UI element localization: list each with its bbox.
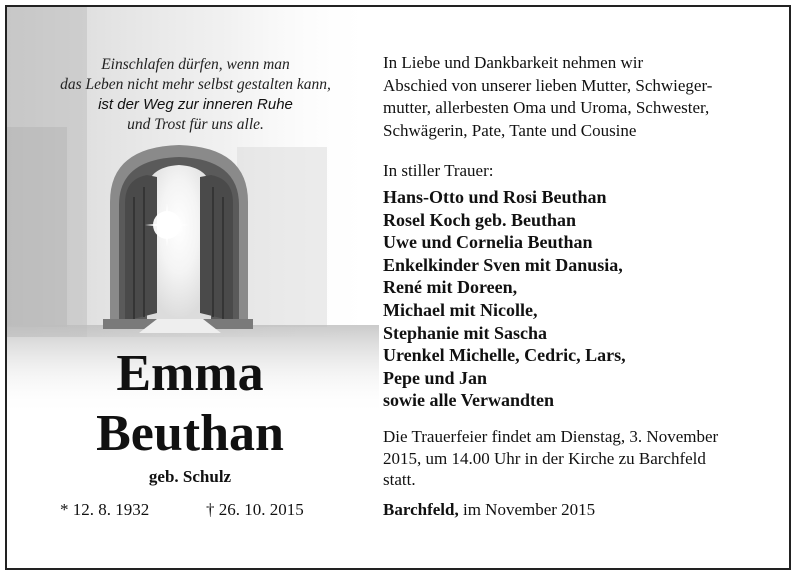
intro-text	[383, 52, 755, 142]
mourner-line: sowie alle Verwandten	[383, 390, 554, 411]
mourners-heading: In stiller Trauer:	[383, 161, 494, 180]
funeral-line: Die Trauerfeier findet am Dienstag, 3. November	[383, 427, 719, 446]
mourner-line: René mit Doreen,	[383, 277, 518, 298]
deceased-first-name: Emma	[116, 345, 264, 402]
mourner-line: Enkelkinder Sven mit Danusia,	[383, 254, 623, 275]
quote-line-2: das Leben nicht mehr selbst gestalten kann,	[60, 76, 331, 93]
quote-line-3: ist der Weg zur inneren Ruhe	[98, 96, 293, 113]
mourner-line: Urenkel Michelle, Cedric, Lars,	[383, 345, 626, 366]
place-date	[383, 500, 755, 520]
funeral-line: statt.	[383, 470, 416, 489]
mourner-line: Hans-Otto und Rosi Beuthan	[383, 187, 607, 207]
mourner-line: Uwe und Cornelia Beuthan	[383, 232, 593, 253]
memorial-quote	[18, 55, 373, 135]
mourners-list	[383, 186, 755, 412]
mourner-line: Michael mit Nicolle,	[383, 299, 538, 320]
deceased-last-name: Beuthan	[96, 405, 284, 462]
intro-line: mutter, allerbesten Oma und Uroma, Schwester,	[383, 98, 710, 117]
quote-line-4: und Trost für uns alle.	[127, 116, 264, 133]
place-date-text: im November 2015	[462, 500, 596, 519]
mourner-line: Rosel Koch geb. Beuthan	[383, 209, 577, 230]
mourner-line: Pepe und Jan	[383, 367, 488, 388]
mourner-line: Stephanie mit Sascha	[383, 322, 548, 343]
quote-line-1: Einschlafen dürfen, wenn man	[101, 56, 290, 73]
intro-line: Abschied von unserer lieben Mutter, Schwieger-	[383, 75, 713, 95]
death-date: † 26. 10. 2015	[206, 500, 304, 519]
funeral-notice	[383, 426, 755, 491]
place-town: Barchfeld,	[383, 500, 459, 519]
deceased-maiden-name: geb. Schulz	[148, 467, 232, 486]
birth-date: * 12. 8. 1932	[60, 500, 150, 519]
funeral-line: 2015, um 14.00 Uhr in der Kirche zu Barchfeld	[383, 448, 706, 468]
intro-line: Schwägerin, Pate, Tante und Cousine	[383, 120, 637, 140]
intro-line: In Liebe und Dankbarkeit nehmen wir	[383, 53, 644, 72]
